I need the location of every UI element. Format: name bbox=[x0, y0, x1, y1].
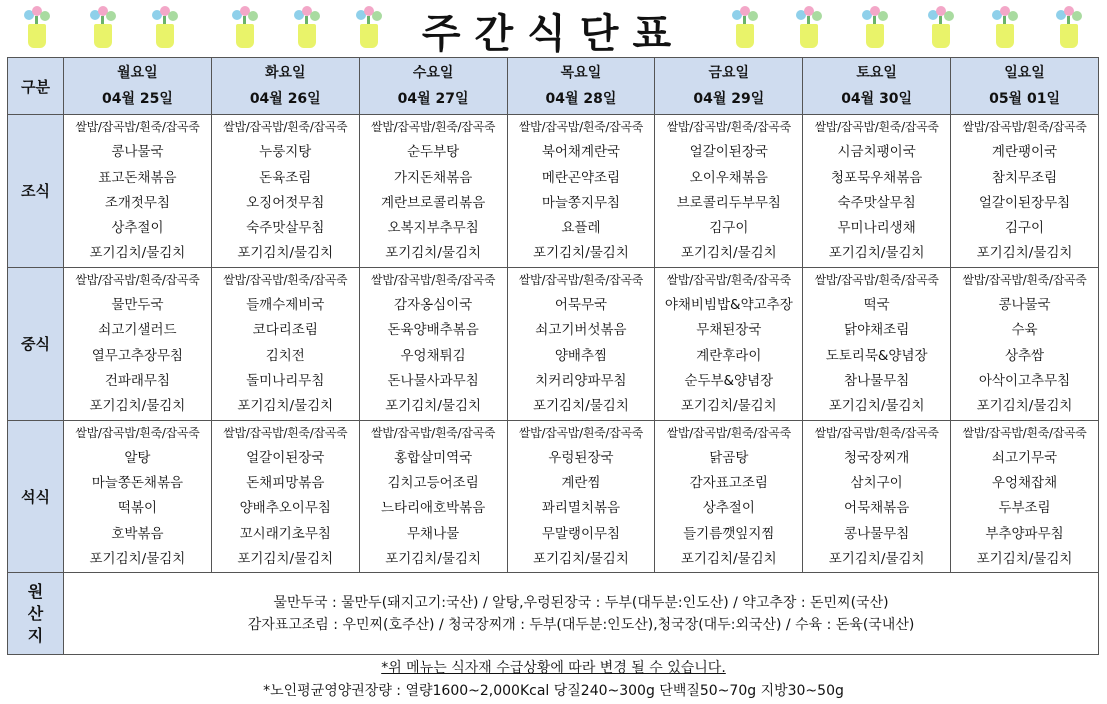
corner-label: 구분 bbox=[8, 58, 64, 115]
menu-cell: 쌀밥/잡곡밥/흰죽/잡곡죽 얼갈이된장국 돈채피망볶음 양배추오이무침 꼬시래기초무침 포기김치/물김치 bbox=[211, 420, 359, 573]
menu-cell: 쌀밥/잡곡밥/흰죽/잡곡죽 야채비빔밥&약고추장 무채된장국 계란후라이 순두부&양념장 포기김치/물김치 bbox=[655, 267, 803, 420]
menu-cell: 쌀밥/잡곡밥/흰죽/잡곡죽 닭곰탕 감자표고조림 상추절이 들기름깻잎지찜 포기김치/물김치 bbox=[655, 420, 803, 573]
menu-cell: 쌀밥/잡곡밥/흰죽/잡곡죽 북어채계란국 메란곤약조림 마늘쫑지무침 요플레 포기김치/물김치 bbox=[507, 115, 655, 268]
menu-cell: 쌀밥/잡곡밥/흰죽/잡곡죽 들깨수제비국 코다리조림 김치전 돌미나리무침 포기김치/물김치 bbox=[211, 267, 359, 420]
change-notice: *위 메뉴는 식자재 수급상황에 따라 변경 될 수 있습니다. bbox=[381, 660, 726, 676]
day-header: 월요일 04월 25일 bbox=[64, 58, 212, 115]
menu-cell: 쌀밥/잡곡밥/흰죽/잡곡죽 콩나물국 표고돈채볶음 조개젓무침 상추절이 포기김치/물김치 bbox=[64, 115, 212, 268]
nutrition-note: *노인평균영양권장량 : 열량1600~2,000Kcal 당질240~300g 단백질50~70g 지방30~50g bbox=[263, 683, 844, 699]
menu-cell: 쌀밥/잡곡밥/흰죽/잡곡죽 콩나물국 수육 상추쌈 아삭이고추무침 포기김치/물김치 bbox=[951, 267, 1099, 420]
menu-cell: 쌀밥/잡곡밥/흰죽/잡곡죽 홍합살미역국 김치고등어조림 느타리애호박볶음 무채나물 포기김치/물김치 bbox=[359, 420, 507, 573]
weekly-menu-table bbox=[7, 57, 1099, 655]
origin-line: 물만두국 : 물만두(돼지고기:국산) / 알탕,우렁된장국 : 두부(대두분:인도산) / 약고추장 : 돈민찌(국산) bbox=[273, 594, 889, 611]
day-header: 일요일 05월 01일 bbox=[951, 58, 1099, 115]
menu-cell: 쌀밥/잡곡밥/흰죽/잡곡죽 우렁된장국 계란찜 꽈리멸치볶음 무말랭이무침 포기김치/물김치 bbox=[507, 420, 655, 573]
menu-cell: 쌀밥/잡곡밥/흰죽/잡곡죽 계란팽이국 참치무조림 얼갈이된장무침 김구이 포기김치/물김치 bbox=[951, 115, 1099, 268]
day-header: 목요일 04월 28일 bbox=[507, 58, 655, 115]
menu-cell: 쌀밥/잡곡밥/흰죽/잡곡죽 쇠고기무국 우엉채잡채 두부조림 부추양파무침 포기김치/물김치 bbox=[951, 420, 1099, 573]
menu-cell: 쌀밥/잡곡밥/흰죽/잡곡죽 떡국 닭야채조림 도토리묵&양념장 참나물무침 포기김치/물김치 bbox=[803, 267, 951, 420]
meal-row-breakfast bbox=[8, 115, 1099, 268]
day-header: 토요일 04월 30일 bbox=[803, 58, 951, 115]
meal-label: 석식 bbox=[8, 420, 64, 573]
origin-line: 감자표고조림 : 우민찌(호주산) / 청국장찌개 : 두부(대두분:인도산),청국장(대두:외국산) / 수육 : 돈육(국내산) bbox=[247, 616, 915, 633]
day-header: 금요일 04월 29일 bbox=[655, 58, 803, 115]
origin-info bbox=[64, 573, 1099, 655]
header-row bbox=[8, 58, 1099, 115]
menu-cell: 쌀밥/잡곡밥/흰죽/잡곡죽 청국장찌개 삼치구이 어묵채볶음 콩나물무침 포기김치/물김치 bbox=[803, 420, 951, 573]
meal-label: 조식 bbox=[8, 115, 64, 268]
day-header: 화요일 04월 26일 bbox=[211, 58, 359, 115]
origin-row bbox=[8, 573, 1099, 655]
origin-label: 원 산 지 bbox=[8, 573, 64, 655]
menu-cell: 쌀밥/잡곡밥/흰죽/잡곡죽 알탕 마늘쫑돈채볶음 떡볶이 호박볶음 포기김치/물김치 bbox=[64, 420, 212, 573]
menu-cell: 쌀밥/잡곡밥/흰죽/잡곡죽 물만두국 쇠고기샐러드 열무고추장무침 건파래무침 포기김치/물김치 bbox=[64, 267, 212, 420]
menu-cell: 쌀밥/잡곡밥/흰죽/잡곡죽 시금치팽이국 청포묵우채볶음 숙주맛살무침 무미나리생채 포기김치/물김치 bbox=[803, 115, 951, 268]
menu-cell: 쌀밥/잡곡밥/흰죽/잡곡죽 어묵무국 쇠고기버섯볶음 양배추찜 치커리양파무침 포기김치/물김치 bbox=[507, 267, 655, 420]
menu-cell: 쌀밥/잡곡밥/흰죽/잡곡죽 순두부탕 가지돈채볶음 계란브로콜리볶음 오복지부추무침 포기김치/물김치 bbox=[359, 115, 507, 268]
meal-label: 중식 bbox=[8, 267, 64, 420]
title-banner bbox=[0, 0, 1107, 56]
meal-row-lunch bbox=[8, 267, 1099, 420]
page-title: 주간식단표 bbox=[421, 11, 686, 57]
day-header: 수요일 04월 27일 bbox=[359, 58, 507, 115]
meal-row-dinner bbox=[8, 420, 1099, 573]
menu-cell: 쌀밥/잡곡밥/흰죽/잡곡죽 감자옹심이국 돈육양배추볶음 우엉채튀김 돈나물사과무침 포기김치/물김치 bbox=[359, 267, 507, 420]
menu-cell: 쌀밥/잡곡밥/흰죽/잡곡죽 누룽지탕 돈육조림 오징어젓무침 숙주맛살무침 포기김치/물김치 bbox=[211, 115, 359, 268]
menu-cell: 쌀밥/잡곡밥/흰죽/잡곡죽 얼갈이된장국 오이우채볶음 브로콜리두부무침 김구이 포기김치/물김치 bbox=[655, 115, 803, 268]
